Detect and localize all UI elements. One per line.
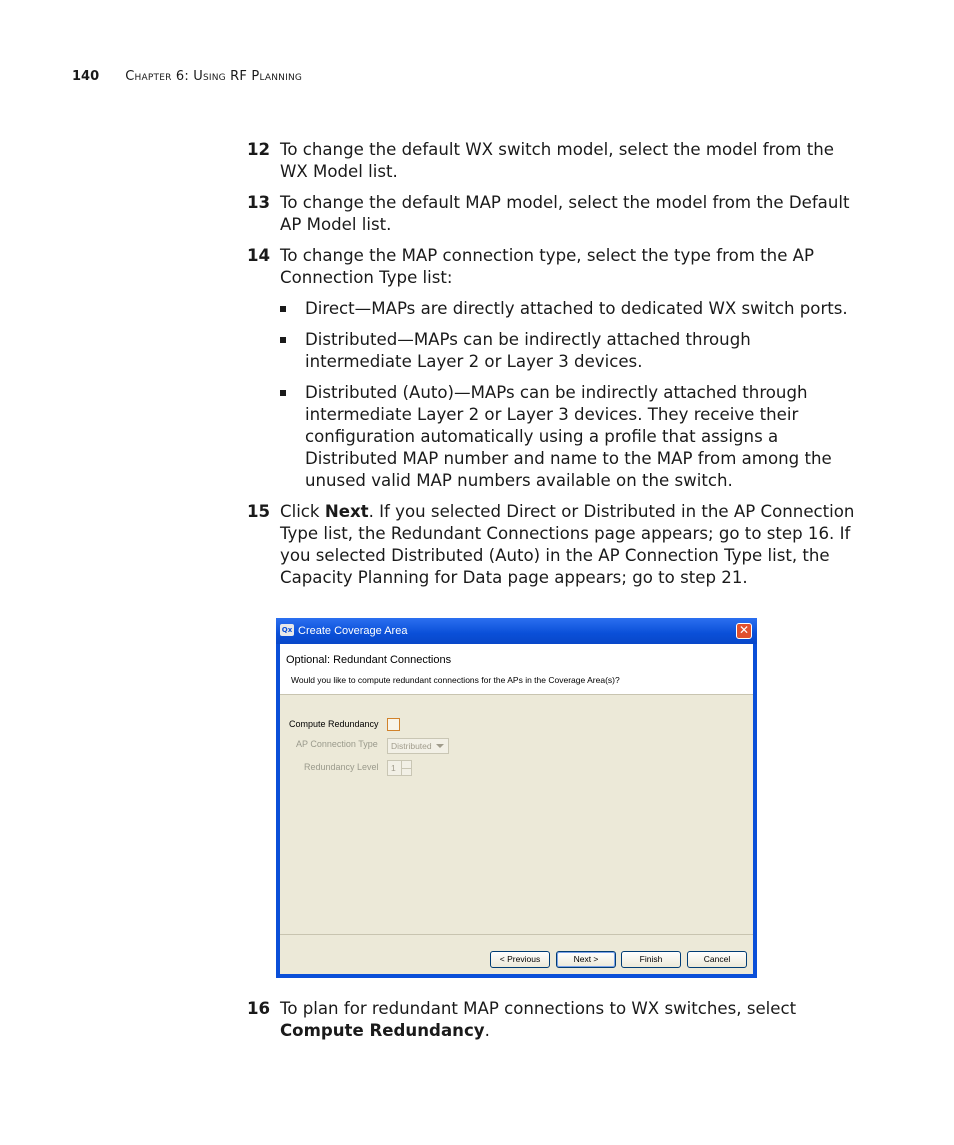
compute-redundancy-label: Compute Redundancy <box>289 719 379 729</box>
step-text <box>280 998 862 1042</box>
bullet-distributed-auto <box>280 382 860 492</box>
bullet-direct <box>280 298 860 320</box>
app-icon: Qx <box>281 626 293 634</box>
stepper-value: 1 <box>391 763 396 773</box>
select-value: Distributed <box>391 741 432 751</box>
step-text-bold: Next <box>324 502 369 521</box>
step-number: 15 <box>247 502 271 521</box>
step-16 <box>247 998 862 1042</box>
ap-connection-type-select[interactable] <box>387 738 449 754</box>
step-text: To change the MAP connection type, select the type from the AP Connection Type list: <box>280 246 815 287</box>
step-text-pre: To plan for redundant MAP connections to WX switches, select <box>280 999 797 1018</box>
step-12 <box>247 139 862 183</box>
stepper-up-icon[interactable] <box>401 761 411 768</box>
next-button[interactable]: Next > <box>556 951 616 968</box>
previous-button[interactable]: < Previous <box>490 951 550 968</box>
step-number: 13 <box>247 193 271 212</box>
chapter-title: Chapter 6: Using RF Planning <box>125 69 303 84</box>
bullet-text: Distributed—MAPs can be indirectly attached through intermediate Layer 2 or Layer 3 devices. <box>305 330 751 371</box>
step-number: 14 <box>247 246 271 265</box>
dialog-titlebar[interactable] <box>276 618 757 644</box>
close-icon[interactable]: ✕ <box>736 623 752 639</box>
redundancy-level-label: Redundancy Level <box>304 762 379 772</box>
bullet-distributed <box>280 329 860 373</box>
dialog-button-bar <box>280 934 753 975</box>
step-14 <box>247 245 862 289</box>
bullet-text: Direct—MAPs are directly attached to dedicated WX switch ports. <box>305 299 848 318</box>
dialog-banner <box>280 644 753 695</box>
banner-title: Optional: Redundant Connections <box>286 654 452 666</box>
compute-redundancy-checkbox[interactable] <box>387 718 400 731</box>
banner-subtitle: Would you like to compute redundant connections for the APs in the Coverage Area(s)? <box>291 675 620 685</box>
page-header <box>72 69 302 84</box>
step-text-post: . If you selected Direct or Distributed in the AP Connection Type list, the Redundant Connections page appears; go to step 16. If you selected Distributed (Auto) in the AP Connection Type list, the Capacity Planning for Data page appears; go to step 21. <box>280 502 855 587</box>
redundancy-level-stepper[interactable] <box>387 760 412 776</box>
chevron-down-icon <box>436 744 444 748</box>
dialog-body <box>280 644 753 974</box>
step-number: 16 <box>247 999 271 1018</box>
step-text: To change the default WX switch model, select the model from the WX Model list. <box>280 140 834 181</box>
step-number: 12 <box>247 140 271 159</box>
step-text: To change the default MAP model, select the model from the Default AP Model list. <box>280 193 850 234</box>
ap-connection-type-label: AP Connection Type <box>296 739 378 749</box>
step-15 <box>247 501 862 589</box>
finish-button[interactable]: Finish <box>621 951 681 968</box>
cancel-button[interactable]: Cancel <box>687 951 747 968</box>
bullet-text: Distributed (Auto)—MAPs can be indirectly attached through intermediate Layer 2 or Layer 3 devices. They receive their configuration automatically using a profile that assigns a Distributed MAP number and name to the MAP from among the unused valid MAP numbers available on the switch. <box>305 383 832 490</box>
step-text-pre: Click <box>280 502 325 521</box>
step-13 <box>247 192 862 236</box>
step-text <box>280 501 862 589</box>
page-number: 140 <box>72 69 100 84</box>
step-text-post: . <box>484 1021 490 1040</box>
bullet-marker <box>280 337 286 343</box>
step-text-bold: Compute Redundancy <box>280 1021 485 1040</box>
create-coverage-area-dialog <box>276 618 757 978</box>
bullet-marker <box>280 390 286 396</box>
stepper-down-icon[interactable] <box>401 768 411 775</box>
dialog-title: Create Coverage Area <box>298 625 408 637</box>
bullet-marker <box>280 306 286 312</box>
